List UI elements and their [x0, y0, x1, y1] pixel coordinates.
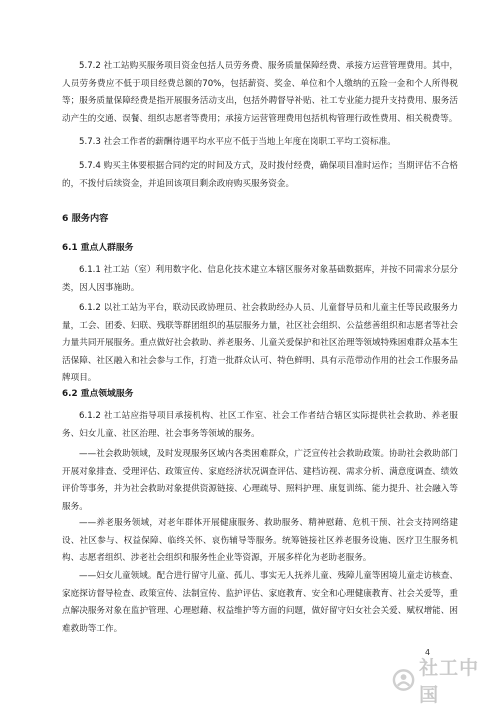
paragraph-5-7-2: 5.7.2 社工站购买服务项目资金包括人员劳务费、服务质量保障经费、承接方运营管理费用。其中，人员劳务费应不低于项目经费总额的70%，包括薪资、奖金、单位和个人缴纳的五险一金和个人所得税等；服务质量保障经费是指开展服务活动支出，包括外聘督导补贴、社工专业能力提升支持费用、服务活动产生的交通、误餐、组织志愿者等费用；承接方运营管理费用包括机构管理行政性费用、相关税费等。 [62, 61, 458, 124]
heading-6-1: 6.1 重点人群服务 [62, 243, 134, 253]
paragraph-5-7-4: 5.7.4 购买主体要根据合同约定的时间及方式，及时拨付经费，确保项目准时运作；当期评估不合格的，不拨付后续资金，并追回该项目剩余政府购买服务资金。 [62, 161, 458, 189]
watermark [392, 657, 496, 706]
paragraph-women-children: ——妇女儿童领域。配合进行留守儿童、孤儿、事实无人抚养儿童、残障儿童等困境儿童走访核查、家庭探访督导检查、政策宣传、法制宣传、监护评估、家庭教育、安全和心理健康教育、社会关爱等，重点解决服务对象在监护管理、心理慰藉、权益维护等方面的问题，做好留守妇女社会关爱、赋权增能、困难救助等工作。 [62, 571, 458, 634]
paragraph-elderly-services: ——养老服务领域，对老年群体开展健康服务、救助服务、精神慰藉、危机干预、社会支持网络建设、社区参与、权益保障、临终关怀、哀伤辅导等服务。统筹链接社区养老服务设施、医疗卫生服务机构、志愿者组织、涉老社会组织和服务性企业等资源，开展多样化为老助老服务。 [62, 518, 458, 563]
watermark-text: 社工中国 [419, 657, 480, 706]
paragraph-social-assistance: ——社会救助领域，及时发现服务区域内各类困难群众，广泛宣传社会救助政策。协助社会救助部门开展对象排查、受理评估、政策宣传、家庭经济状况调查评估、建档访视、需求分析、满意度调查、绩效评价等事务，并为社会救助对象提供资源链接、心理疏导、照料护理、康复训练、能力提升、社会融入等服务。 [62, 449, 458, 512]
paragraph-5-7-3: 5.7.3 社会工作者的薪酬待遇平均水平应不低于当地上年度在岗职工平均工资标准。 [79, 137, 396, 147]
paragraph-6-1-1: 6.1.1 社工站（室）利用数字化、信息化技术建立本辖区服务对象基础数据库，并按不同需求分层分类，因人因事施助。 [62, 265, 458, 293]
heading-section-6: 6 服务内容 [62, 213, 109, 224]
watermark-logo-icon [392, 668, 415, 692]
page-number: 4 [425, 648, 431, 657]
paragraph-6-1-2: 6.1.2 以社工站为平台，联动民政协理员、社会救助经办人员、儿童督导员和儿童主任等民政服务力量，工会、团委、妇联、残联等群团组织的基层服务力量，社区社会组织、公益慈善组织和志愿者等社会力量共同开展服务。重点做好社会救助、养老服务、儿童关爱保护和社区治理等领域特殊困难群众基本生活保障、社区融入和社会参与工作，打造一批群众认可、特色鲜明、具有示范带动作用的社会工作服务品牌项目。 [62, 303, 458, 383]
heading-6-2: 6.2 重点领域服务 [62, 389, 134, 399]
paragraph-6-2-1: 6.1.2 社工站应指导项目承接机构、社区工作室、社会工作者结合辖区实际提供社会救助、养老服务、妇女儿童、社区治理、社会事务等领域的服务。 [62, 411, 458, 439]
